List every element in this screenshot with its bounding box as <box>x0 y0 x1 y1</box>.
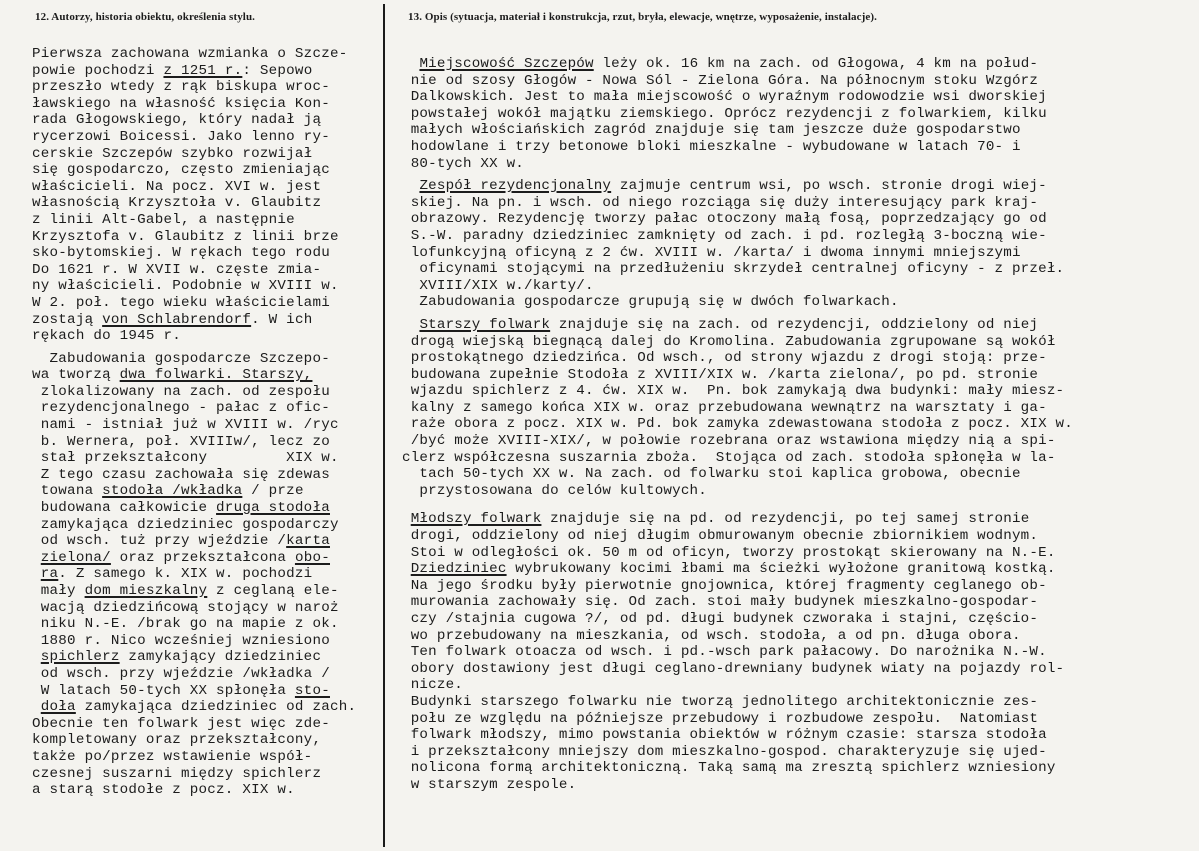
underlined-term: doła <box>40 699 76 716</box>
underlined-term: obo- <box>294 549 330 566</box>
text-line <box>402 367 1199 384</box>
text-segment: zamykający dziedziniec <box>119 649 322 666</box>
underlined-term: Dziedziniec <box>410 561 507 578</box>
text-line <box>402 694 1199 711</box>
text-line <box>32 517 384 534</box>
text-line <box>32 600 384 617</box>
text-segment: Dalkowskich. Jest to mała miejscowość o wyraźnym rodowodzie wsi dworskiej <box>402 89 1047 106</box>
text-segment <box>402 56 419 72</box>
text-line <box>402 334 1199 351</box>
text-segment: Stoi w odległości ok. 50 m od oficyn, tworzy prostokąt skierowany na N.-E. <box>402 544 1056 561</box>
text-segment: ny właścicieli. Podobnie w XVIII w. <box>32 278 339 295</box>
text-segment: 1880 r. Nico wcześniej wzniesiono <box>32 632 330 649</box>
text-line <box>32 146 384 163</box>
text-segment: Budynki starszego folwarku nie tworzą jednolitego architektonicznie zes- <box>402 693 1039 710</box>
text-line <box>402 89 1199 106</box>
text-segment: także po/przez wstawienie współ- <box>32 748 313 765</box>
text-segment <box>32 649 41 665</box>
text-line <box>32 179 384 196</box>
text-line <box>402 139 1199 156</box>
text-line <box>402 294 1199 311</box>
text-segment: nolicona formą architektoniczną. Taką samą ma zresztą spichlerz wzniesiony <box>402 760 1056 777</box>
text-segment: rycerzowi Boicessi. Jako lenno ry- <box>32 128 330 145</box>
text-segment <box>402 178 419 194</box>
text-line <box>402 594 1199 611</box>
text-segment: kalny z samego końca XIX w. oraz przebudowana wewnątrz na warsztaty i ga- <box>402 399 1047 416</box>
text-segment: budowana zupełnie Stodoła z XVIII/XIX w. /karta zielona/, po pd. stronie <box>402 366 1039 383</box>
text-segment: folwark młodszy, mimo powstania obiektów w różnym czasie: starsza stodoła <box>402 727 1047 744</box>
text-line <box>32 384 384 401</box>
text-segment: zamykająca dziedziniec od zach. <box>75 699 357 716</box>
text-segment: właścicieli. Na pocz. XVI w. jest <box>32 178 322 195</box>
text-segment: zlokalizowany na zach. od zespołu <box>32 383 330 400</box>
text-segment: budowana całkowicie <box>32 500 217 517</box>
text-segment: powie pochodzi <box>32 62 164 79</box>
text-segment: od wsch. przy wjeździe /wkładka / <box>32 665 330 682</box>
text-segment <box>402 511 411 527</box>
text-line <box>402 228 1199 245</box>
text-line <box>402 211 1199 228</box>
text-line <box>32 328 384 345</box>
text-segment: clerz współczesna suszarnia zboża. Stojąca od zach. stodoła spłonęła w la- <box>402 449 1056 466</box>
text-segment: rękach do 1945 r. <box>32 328 181 345</box>
text-segment: XVIII/XIX w./karty/. <box>402 277 594 294</box>
text-segment <box>402 317 419 333</box>
text-line <box>402 433 1199 450</box>
text-segment: Na jego środku były pierwotnie gnojownica, której fragmenty ceglanego ob- <box>402 577 1047 594</box>
text-segment: Do 1621 r. W XVII w. częste zmia- <box>32 261 322 278</box>
text-segment: obrazowy. Rezydencję tworzy pałac otoczony małą fosą, poprzedzający go od <box>402 211 1047 228</box>
text-segment: wybrukowany kocimi łbami ma ścieżki wyłożone granitową kostką. <box>506 561 1056 578</box>
text-line <box>402 261 1199 278</box>
text-segment: / prze <box>242 483 304 500</box>
text-line <box>402 178 1199 195</box>
text-segment: b. Wernera, poł. XVIIIw/, lecz zo <box>32 433 330 450</box>
text-segment: obory dostawiony jest długi ceglano-drewniany budynek wiaty na pojazdy rol- <box>402 660 1065 677</box>
text-segment: znajduje się na zach. od rezydencji, oddzielony od niej <box>550 316 1039 333</box>
underlined-term: spichlerz <box>40 649 120 666</box>
text-line <box>32 400 384 417</box>
text-line <box>32 699 384 716</box>
text-segment: /być może XVIII-XIX/, w połowie rozebrana oraz wstawiona między nią a spi- <box>402 433 1056 450</box>
text-segment: prostokątnego dziedzińca. Od wsch., od strony wjazdu z drogi stoją: prze- <box>402 350 1047 367</box>
text-segment: nicze. <box>402 677 463 694</box>
underlined-term: von Schlabrendorf <box>102 311 252 328</box>
text-line <box>402 628 1199 645</box>
text-line <box>32 716 384 733</box>
text-segment: oraz przekształcona <box>110 549 295 566</box>
text-segment: własnością Krzysztoła v. Glaubitz <box>32 195 322 212</box>
text-segment: w starszym zespole. <box>402 776 577 793</box>
text-segment: Obecnie ten folwark jest więc zde- <box>32 715 330 732</box>
underlined-term: karta <box>286 533 330 550</box>
text-segment: Ten folwark otoacza od wsch. i pd.-wsch park pałacowy. Do narożnika N.-W. <box>402 644 1047 661</box>
text-line <box>32 351 384 368</box>
text-line <box>32 79 384 96</box>
text-segment: od wsch. tuż przy wjeździe / <box>32 533 287 550</box>
text-line <box>32 195 384 212</box>
text-segment: 80-tych XX w. <box>402 155 524 172</box>
text-segment: czy /stajnia cugowa ?/, od pd. długi budynek czworaka i stajni, częścio- <box>402 611 1039 627</box>
text-line <box>402 106 1199 123</box>
text-segment: skiej. Na pn. i wsch. od niego rozciąga się duży interesujący park kraj- <box>402 194 1039 211</box>
underlined-term: dwa folwarki. Starszy, <box>119 367 313 384</box>
text-segment: drogą wiejską biegnącą dalej do Kromolina. Zabudowania zgrupowane są wokół <box>402 333 1056 350</box>
underlined-term: sto- <box>294 682 330 699</box>
text-segment: hodowlane i trzy betonowe bloki mieszkalne - wybudowane w latach 70- i <box>402 138 1021 155</box>
text-segment: małych włościańskich zagród znajduje się tam jeszcze duże gospodarstwo <box>402 122 1021 139</box>
text-segment <box>32 566 41 582</box>
text-line <box>32 766 384 783</box>
text-segment: . Z samego k. XIX w. pochodzi <box>58 566 313 583</box>
text-line <box>32 312 384 329</box>
text-segment: przeszło wtedy z rąk biskupa wroc- <box>32 79 330 96</box>
text-line <box>402 245 1199 262</box>
text-line <box>402 400 1199 417</box>
description-column <box>402 56 1199 794</box>
text-line <box>32 129 384 146</box>
text-line <box>402 383 1199 400</box>
underlined-term: ra <box>40 566 59 583</box>
text-line <box>32 666 384 683</box>
text-line <box>32 245 384 262</box>
text-line <box>32 295 384 312</box>
underlined-term: Miejscowość Szczepów <box>419 56 594 72</box>
text-segment: S.-W. paradny dziedziniec zamknięty od zach. i pd. rozległą 3-boczną wie- <box>402 227 1047 244</box>
text-line <box>402 760 1199 777</box>
underlined-term: Zespół rezydencjonalny <box>419 178 612 195</box>
text-segment: W latach 50-tych XX spłonęła <box>32 682 295 699</box>
text-segment: raże obora z pocz. XIX w. Pd. bok zamyka zdewastowana stodoła z pocz. XIX w. <box>402 416 1073 433</box>
text-line <box>402 727 1199 744</box>
text-segment: tach 50-tych XX w. Na zach. od folwarku stoi kaplica grobowa, obecnie <box>402 466 1021 483</box>
text-line <box>32 112 384 129</box>
text-line <box>32 63 384 80</box>
text-line <box>402 73 1199 90</box>
text-segment: przystosowana do celów kultowych. <box>402 482 707 499</box>
text-segment: z linii Alt-Gabel, a następnie <box>32 211 295 228</box>
text-line <box>32 483 384 500</box>
text-line <box>32 749 384 766</box>
text-segment: : Sepowo <box>242 62 313 79</box>
text-segment: . W ich <box>251 311 313 328</box>
text-segment: kompletowany oraz przekształcony, <box>32 732 322 749</box>
text-line <box>32 616 384 633</box>
text-line <box>32 96 384 113</box>
text-line <box>32 732 384 749</box>
history-column <box>32 46 384 799</box>
text-segment <box>32 550 41 566</box>
text-segment: czesnej suszarni między spichlerz <box>32 765 322 782</box>
text-segment: wjazdu spichlerz z 4. ćw. XIX w. Pn. bok zamykają dwa budynki: mały miesz- <box>402 383 1065 400</box>
text-segment: i przekształcony mniejszy dom mieszkalno-gospod. charakteryzuje się ujed- <box>402 743 1047 760</box>
text-segment: zamykająca dziedziniec gospodarczy <box>32 516 339 533</box>
text-segment: a starą stodołe z pocz. XIX w. <box>32 782 295 799</box>
text-line <box>402 744 1199 761</box>
text-line <box>32 450 384 467</box>
text-segment: mały <box>32 583 85 599</box>
text-line <box>402 561 1199 578</box>
text-line <box>32 434 384 451</box>
underlined-term: Młodszy folwark <box>410 511 542 528</box>
text-line <box>402 278 1199 295</box>
text-line <box>32 212 384 229</box>
text-segment: zajmuje centrum wsi, po wsch. stronie drogi wiej- <box>611 178 1047 195</box>
text-segment: leży ok. 16 km na zach. od Głogowa, 4 km na połud- <box>593 56 1039 72</box>
text-line <box>32 583 384 600</box>
text-segment: rezydencjonalnego - pałac z ofic- <box>32 400 330 417</box>
underlined-term: zielona/ <box>40 549 111 566</box>
text-line <box>32 262 384 279</box>
text-segment: stał przekształcony XIX w. <box>32 450 339 467</box>
text-segment: nami - istniał już w XVIII w. /ryc <box>32 417 339 434</box>
text-line <box>402 578 1199 595</box>
text-segment: zostają <box>32 311 103 328</box>
text-segment: Pierwsza zachowana wzmianka o Szcze- <box>32 46 348 62</box>
text-line <box>32 566 384 583</box>
text-line <box>402 317 1199 334</box>
text-line <box>402 350 1199 367</box>
text-line <box>402 711 1199 728</box>
text-segment: wacją dziedzińcową stojący w naroż <box>32 599 339 616</box>
text-segment: nie od szosy Głogów - Nowa Sól - Zielona Góra. Na północnym stoku Wzgórz <box>402 72 1039 89</box>
text-line <box>402 466 1199 483</box>
text-line <box>402 661 1199 678</box>
text-segment: drogi, oddzielony od niej długim obmurowanym obecnie zbiornikiem wodnym. <box>402 528 1039 545</box>
text-segment: sko-bytomskiej. W rękach tego rodu <box>32 245 330 262</box>
text-line <box>32 367 384 384</box>
text-line <box>32 683 384 700</box>
underlined-term: z 1251 r. <box>163 62 243 79</box>
text-line <box>402 511 1199 528</box>
underlined-term: druga stodoła <box>216 500 330 517</box>
text-segment: Z tego czasu zachowała się zdewas <box>32 466 330 483</box>
text-line <box>32 467 384 484</box>
text-line <box>32 533 384 550</box>
text-segment: Zabudowania gospodarcze grupują się w dwóch folwarkach. <box>402 294 899 311</box>
text-segment: powstałej wokół majątku ziemskiego. Oprócz rezydencji z folwarkiem, kilku <box>402 105 1047 122</box>
text-line <box>32 46 384 63</box>
text-line <box>32 162 384 179</box>
underlined-term: stodoła /wkładka <box>102 483 243 500</box>
text-segment: rada Głogowskiego, który nadał ją <box>32 112 322 129</box>
text-segment <box>402 561 411 577</box>
text-line <box>402 545 1199 562</box>
text-segment: wo przebudowany na mieszkania, od wsch. stodoła, a od pn. długa obora. <box>402 627 1021 644</box>
text-segment: znajduje się na pd. od rezydencji, po tej samej stronie <box>541 511 1030 528</box>
text-line <box>402 195 1199 212</box>
text-segment <box>32 699 41 715</box>
text-segment: Zabudowania gospodarcze Szczepo- <box>32 350 330 367</box>
text-segment: połu ze względu na późniejsze przebudowy i rozbudowe zespołu. Natomiast <box>402 710 1039 727</box>
section-12-heading: 12. Autorzy, historia obiektu, określenia stylu. <box>35 11 256 23</box>
text-segment: cerskie Szczepów szybko rozwijał <box>32 145 313 162</box>
underlined-term: Starszy folwark <box>419 316 551 333</box>
underlined-term: dom mieszkalny <box>84 583 208 599</box>
text-line <box>32 550 384 567</box>
text-line <box>402 416 1199 433</box>
text-segment: wa tworzą <box>32 367 120 384</box>
text-line <box>402 644 1199 661</box>
text-segment: murowania zachowały się. Od zach. stoi mały budynek mieszkalno-gospodar- <box>402 594 1039 611</box>
text-line <box>32 278 384 295</box>
text-segment: z ceglaną ele- <box>207 583 339 599</box>
text-line <box>32 782 384 799</box>
text-line <box>402 677 1199 694</box>
text-segment: Krzysztofa v. Glaubitz z linii brze <box>32 228 339 245</box>
text-segment: niku N.-E. /brak go na mapie z ok. <box>32 616 339 633</box>
text-line <box>402 777 1199 794</box>
text-line <box>32 500 384 517</box>
text-line <box>32 417 384 434</box>
text-line <box>402 156 1199 173</box>
text-line <box>32 649 384 666</box>
text-line <box>402 56 1199 73</box>
text-segment: towana <box>32 483 103 500</box>
text-segment: ławskiego na własność księcia Kon- <box>32 95 330 112</box>
text-line <box>32 229 384 246</box>
text-line <box>402 122 1199 139</box>
text-line <box>32 633 384 650</box>
text-line <box>402 528 1199 545</box>
section-13-heading: 13. Opis (sytuacja, materiał i konstrukcja, rzut, bryła, elewacje, wnętrze, wyposażenie, instalacje). <box>408 11 877 23</box>
text-line <box>402 483 1199 500</box>
text-line <box>402 611 1199 628</box>
text-line <box>402 450 1199 467</box>
text-segment: lofunkcyjną oficyną z 2 ćw. XVIII w. /karta/ i dwoma innymi mniejszymi <box>402 244 1021 261</box>
text-segment: W 2. poł. tego wieku właścicielami <box>32 294 330 311</box>
text-segment: oficynami stojącymi na przedłużeniu skrzydeł centralnej oficyny - z przeł. <box>402 261 1065 278</box>
text-segment: się gospodarczo, często zmieniając <box>32 162 330 179</box>
